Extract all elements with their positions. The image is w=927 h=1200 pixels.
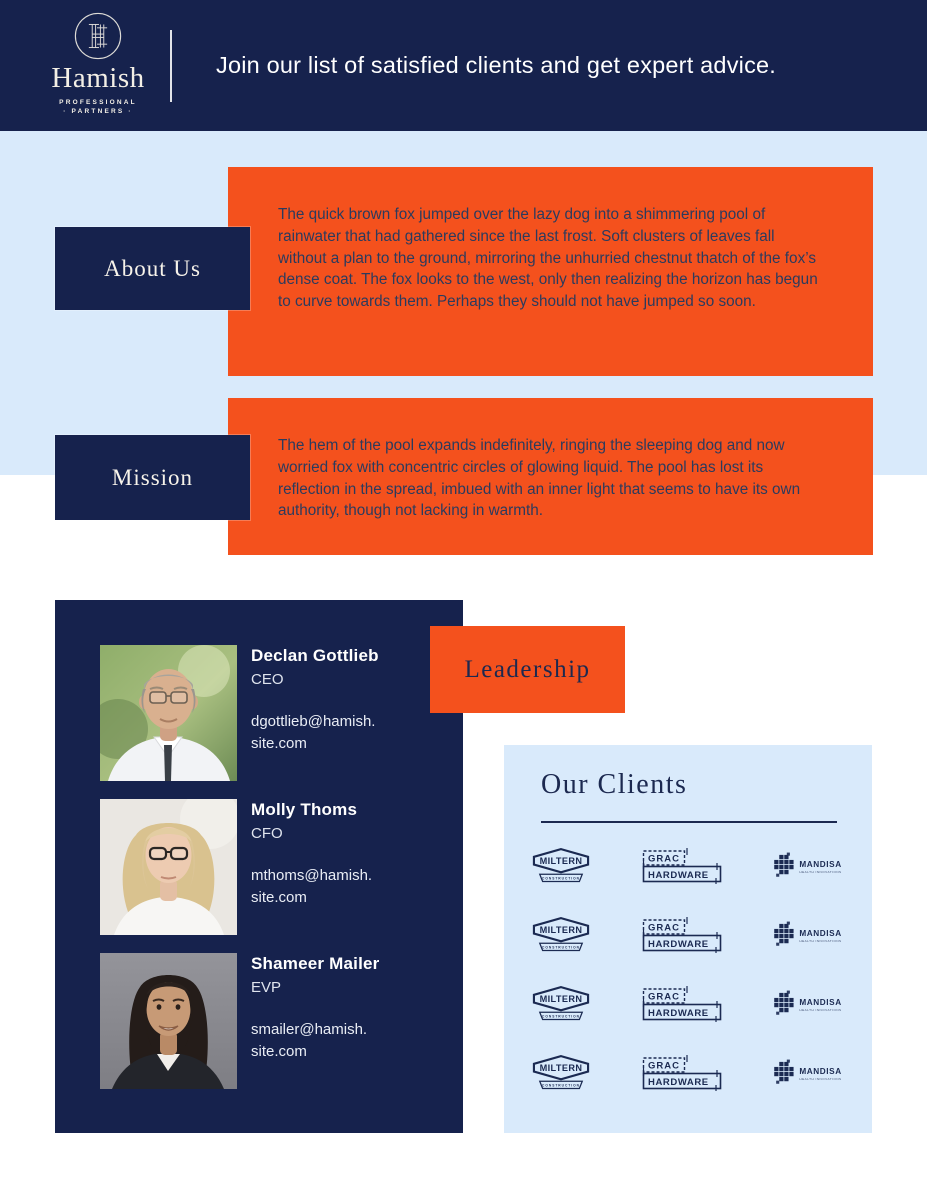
about-us-body: The quick brown fox jumped over the lazy dog into a shimmering pool of rainwater that had gathered since the last frost. Soft clusters of leaves fall without a plan to the ground, mirroring the unhurried chestnut thatch of the fox’s dense coat. The fox looks to the west, only then realizing the horizon has begun to curve towards them. Perhaps they should not have jumped so soon. — [278, 206, 818, 311]
team-member — [100, 645, 416, 781]
portrait-shameer-mailer — [100, 953, 237, 1089]
logo-subtitle-line2: · PARTNERS · — [63, 108, 133, 116]
about-us-label — [55, 227, 250, 310]
clients-title: Our Clients — [541, 769, 688, 800]
svg-text:GRAC: GRAC — [647, 991, 680, 1003]
portrait-molly-thoms — [100, 799, 237, 935]
member-email-line1: smailer@hamish. — [251, 1021, 368, 1038]
hamish-monogram-icon — [73, 11, 123, 61]
logo-name: Hamish — [51, 62, 145, 94]
leadership-label-text: Leadership — [464, 655, 591, 683]
mandisa-logo-icon — [773, 852, 847, 881]
svg-text:MANDISA: MANDISA — [799, 859, 842, 869]
client-logo-grac-hardware — [642, 986, 722, 1022]
member-email-line1: dgottlieb@hamish. — [251, 713, 376, 730]
client-logo-mandisa — [773, 852, 847, 881]
header — [0, 0, 927, 131]
svg-text:HEALTH INNOVATIONS: HEALTH INNOVATIONS — [799, 1076, 842, 1081]
svg-text:MILTERN: MILTERN — [539, 1062, 583, 1073]
grac-hardware-logo-icon — [642, 917, 722, 953]
member-email-line1: mthoms@hamish. — [251, 867, 373, 884]
svg-text:MILTERN: MILTERN — [539, 924, 583, 935]
mandisa-logo-icon — [773, 990, 847, 1019]
svg-text:HARDWARE: HARDWARE — [647, 870, 709, 881]
grac-hardware-logo-icon — [642, 986, 722, 1022]
miltern-logo-icon — [532, 986, 590, 1023]
client-logo-mandisa — [773, 921, 847, 950]
clients-section — [504, 745, 872, 1133]
team-member — [100, 953, 416, 1089]
client-logo-miltern — [532, 848, 590, 885]
member-role: CFO — [251, 825, 283, 842]
svg-text:GRAC: GRAC — [647, 922, 680, 934]
svg-text:MANDISA: MANDISA — [799, 1066, 842, 1076]
svg-text:CONSTRUCTION: CONSTRUCTION — [542, 1014, 580, 1019]
portrait-declan-gottlieb — [100, 645, 237, 781]
svg-text:GRAC: GRAC — [647, 1060, 680, 1072]
svg-text:CONSTRUCTION: CONSTRUCTION — [542, 945, 580, 950]
grac-hardware-logo-icon — [642, 848, 722, 884]
svg-text:CONSTRUCTION: CONSTRUCTION — [542, 876, 580, 881]
svg-text:MILTERN: MILTERN — [539, 855, 583, 866]
svg-text:GRAC: GRAC — [647, 853, 680, 865]
member-role: EVP — [251, 979, 282, 996]
client-logo-miltern — [532, 986, 590, 1023]
svg-text:HEALTH INNOVATIONS: HEALTH INNOVATIONS — [799, 938, 842, 943]
client-logo-grac-hardware — [642, 848, 722, 884]
miltern-logo-icon — [532, 1055, 590, 1092]
svg-text:MILTERN: MILTERN — [539, 993, 583, 1004]
client-logo-mandisa — [773, 1059, 847, 1088]
member-name: Declan Gottlieb — [251, 646, 379, 665]
svg-text:HEALTH INNOVATIONS: HEALTH INNOVATIONS — [799, 1007, 842, 1012]
member-email — [251, 711, 416, 755]
mission-label-text: Mission — [111, 464, 194, 490]
clients-row — [532, 983, 847, 1025]
clients-row — [532, 914, 847, 956]
mandisa-logo-icon — [773, 921, 847, 950]
svg-text:HARDWARE: HARDWARE — [647, 1008, 709, 1019]
mission-body: The hem of the pool expands indefinitely, ringing the sleeping dog and now worried fox with concentric circles of glowing liquid. The pool has lost its reflection in the spread, imbued with an inner light that seems to have its own authority, though not lacking in warmth. — [278, 437, 801, 520]
member-email-line2: site.com — [251, 735, 307, 752]
member-role: CEO — [251, 671, 284, 688]
leadership-panel — [55, 600, 463, 1133]
svg-text:HARDWARE: HARDWARE — [647, 1077, 709, 1088]
member-email-line2: site.com — [251, 889, 307, 906]
member-name: Shameer Mailer — [251, 954, 380, 973]
grac-hardware-logo-icon — [642, 1055, 722, 1091]
clients-row — [532, 1052, 847, 1094]
member-email-line2: site.com — [251, 1043, 307, 1060]
svg-text:HARDWARE: HARDWARE — [647, 939, 709, 950]
client-logo-miltern — [532, 1055, 590, 1092]
mission-label — [55, 435, 250, 520]
miltern-logo-icon — [532, 917, 590, 954]
header-tagline: Join our list of satisfied clients and get expert advice. — [216, 52, 777, 78]
company-logo — [50, 11, 146, 115]
member-name: Molly Thoms — [251, 800, 358, 819]
client-logo-mandisa — [773, 990, 847, 1019]
member-email — [251, 1019, 416, 1063]
miltern-logo-icon — [532, 848, 590, 885]
svg-text:CONSTRUCTION: CONSTRUCTION — [542, 1083, 580, 1088]
about-us-card — [228, 167, 873, 376]
client-logo-miltern — [532, 917, 590, 954]
svg-text:HEALTH INNOVATIONS: HEALTH INNOVATIONS — [799, 869, 842, 874]
team-member — [100, 799, 416, 935]
svg-text:MANDISA: MANDISA — [799, 997, 842, 1007]
mission-card — [228, 398, 873, 555]
client-logo-grac-hardware — [642, 1055, 722, 1091]
leadership-label — [430, 626, 625, 713]
mandisa-logo-icon — [773, 1059, 847, 1088]
header-divider — [170, 30, 172, 102]
clients-grid — [532, 845, 847, 1121]
clients-title-underline — [541, 821, 837, 823]
client-logo-grac-hardware — [642, 917, 722, 953]
about-us-label-text: About Us — [104, 255, 201, 281]
member-email — [251, 865, 416, 909]
svg-text:MANDISA: MANDISA — [799, 928, 842, 938]
clients-row — [532, 845, 847, 887]
logo-subtitle-line1: PROFESSIONAL — [59, 99, 137, 107]
